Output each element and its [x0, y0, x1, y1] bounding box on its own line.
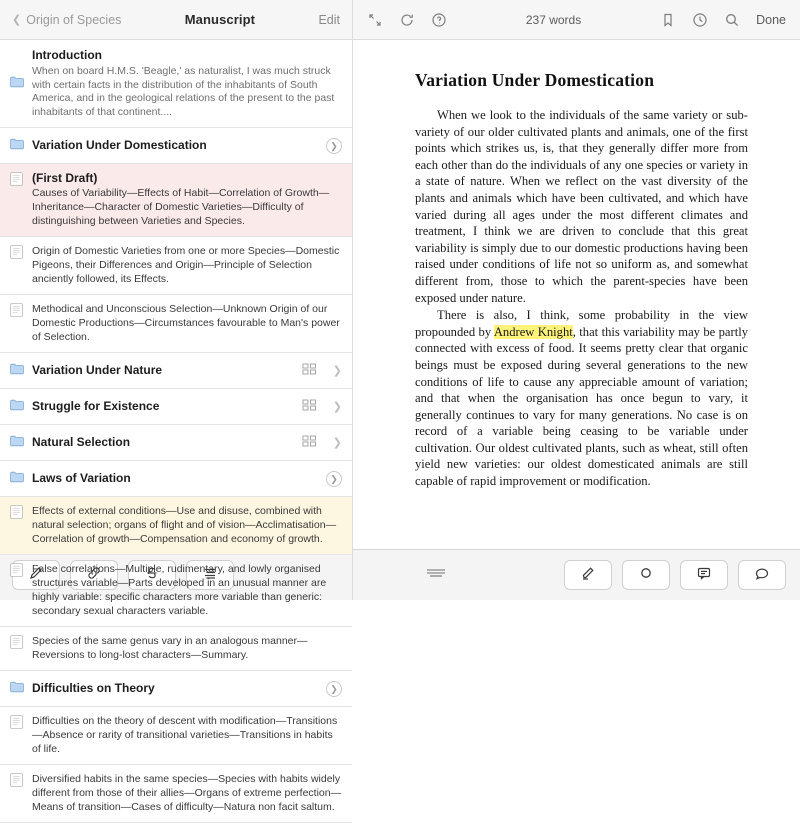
folder-icon: [10, 398, 24, 416]
done-button[interactable]: Done: [756, 12, 786, 27]
sidebar-folder-struggle-for-existence[interactable]: [0, 389, 352, 425]
document-icon: [10, 715, 24, 734]
refresh-icon[interactable]: [399, 12, 415, 28]
row-text: [32, 171, 342, 228]
sidebar-folder-variation-under-domestication[interactable]: [0, 128, 352, 164]
row-title: Struggle for Existence: [32, 399, 160, 413]
arrow-diagonal-icon[interactable]: [367, 12, 383, 28]
speech-bubble-icon: [754, 565, 770, 586]
row-text: [32, 244, 342, 286]
row-text: [32, 471, 314, 486]
highlighter-button[interactable]: [564, 560, 612, 590]
folder-icon: [10, 75, 24, 93]
row-title: Difficulties on Theory: [32, 681, 155, 695]
row-text: [32, 399, 294, 414]
editor-paragraph-1: When we look to the individuals of the same variety or sub-variety of our older cultivated plants and animals, one of the first points which strikes us, is, that they generally differ more from each other than do the individuals of any one species or variety in a state of nature. When we reflect on the vast diversity of the plants and animals which have been cultivated, and which have varied during all ages under the most different climates and treatment, I think we are driven to conclude that this great variability is simply due to our domestic productions having been raised under conditions of life not so uniform as, and somewhat different from, those to which the parent-species have been exposed under nature.: [415, 108, 748, 305]
row-title: Variation Under Nature: [32, 363, 163, 377]
document-editor[interactable]: [353, 40, 800, 549]
document-icon: [10, 563, 24, 582]
comment-icon: [696, 565, 712, 586]
chevron-right-icon[interactable]: ❯: [332, 437, 342, 449]
row-text: [32, 138, 314, 153]
row-text: [32, 772, 342, 814]
folder-icon: [10, 470, 24, 488]
row-text: [32, 681, 314, 696]
bookmark-icon[interactable]: [660, 12, 676, 28]
page-title: Manuscript: [184, 12, 256, 27]
row-synopsis: Diversified habits in the same species—Species with habits widely different from those of their allies—Organs of extreme perfection—Means of transition—Cases of difficulty—Natura non facit saltum.: [32, 773, 342, 813]
row-text: [32, 504, 342, 546]
folder-icon: [10, 137, 24, 155]
sidebar-doc-species-of-same-genus[interactable]: [0, 627, 352, 671]
row-text: [32, 363, 294, 378]
binder-toolbar: [0, 0, 353, 40]
circle-icon: [638, 565, 654, 586]
editor-paragraph-2: [415, 307, 748, 490]
binder-sidebar[interactable]: [0, 40, 353, 813]
row-synopsis: Methodical and Unconscious Selection—Unknown Origin of our Domestic Productions—Circumstances favourable to Man's power of Selection.: [32, 303, 340, 343]
row-text: [32, 302, 342, 344]
sidebar-folder-natural-selection[interactable]: [0, 425, 352, 461]
main-area: [0, 40, 800, 813]
word-count-label: 237 words: [525, 12, 582, 27]
corkboard-icon[interactable]: [302, 434, 318, 452]
sidebar-doc-effects-of-external-conditions[interactable]: [0, 497, 352, 555]
row-synopsis: When on board H.M.S. 'Beagle,' as naturalist, I was much struck with certain facts in the distribution of the inhabitants of South America, and in the geological relations of the present to the past inhabitants of that continent....: [32, 65, 335, 118]
row-text: [32, 435, 294, 450]
folder-icon: [10, 680, 24, 698]
paragraph-2-post: , that this variability may be partly connected with excess of food. It seems pretty clear that organic beings must be exposed during several generations to the new conditions of life to cause any appreciable amount of variation; and that when the organisation has once begun to vary, it generally continues to vary for many generations. No case is on record of a variable being ceasing to be variable under cultivation. Our oldest cultivated plants, such as wheat, still often yield new varieties: our oldest domesticated animals are still capable of rapid improvement or modification.: [415, 324, 748, 489]
editor-tool-buttons: [564, 560, 786, 590]
document-icon: [10, 635, 24, 654]
sidebar-folder-variation-under-nature[interactable]: [0, 353, 352, 389]
search-icon[interactable]: [724, 12, 740, 28]
chevron-right-icon[interactable]: ❯: [326, 138, 342, 154]
chevron-right-icon[interactable]: ❯: [332, 365, 342, 377]
clock-icon[interactable]: [692, 12, 708, 28]
folder-icon: [10, 434, 24, 452]
sidebar-doc-methodical-unconscious-selection[interactable]: [0, 295, 352, 353]
comment-button[interactable]: [680, 560, 728, 590]
sidebar-folder-laws-of-variation[interactable]: [0, 461, 352, 497]
editor-bottom-toolbar: [353, 549, 800, 600]
row-text: [32, 48, 342, 119]
record-button[interactable]: [622, 560, 670, 590]
document-icon: [10, 172, 24, 191]
document-icon: [10, 773, 24, 792]
breadcrumb[interactable]: [12, 13, 121, 27]
row-synopsis: False correlations—Multiple, rudimentary, and lowly organised structures variable—Parts developed in an unusual manner are highly variable: specific characters more variable than generic: secondary sexual characters variable.: [32, 563, 327, 617]
document-icon: [10, 303, 24, 322]
folder-icon: [10, 362, 24, 380]
row-title: (First Draft): [32, 171, 98, 185]
row-title: Laws of Variation: [32, 471, 131, 485]
sidebar-doc-first-draft[interactable]: [0, 164, 352, 237]
sidebar-folder-difficulties-on-theory[interactable]: [0, 671, 352, 707]
document-icon: [10, 245, 24, 264]
row-synopsis: Causes of Variability—Effects of Habit—Correlation of Growth—Inheritance—Character of Domestic Varieties—Difficulty of distinguishing between Varieties and Species.: [32, 187, 330, 227]
row-title: Introduction: [32, 48, 102, 62]
row-synopsis: Effects of external conditions—Use and disuse, combined with natural selection; organs of flight and of vision—Acclimatisation—Correlation of growth—Compensation and economy of growth.: [32, 505, 337, 545]
row-synopsis: Difficulties on the theory of descent with modification—Transitions—Absence or rarity of transitional varieties—Transitions in habits of life.: [32, 715, 338, 755]
row-text: [32, 562, 342, 618]
editor-toolbar: [353, 0, 800, 40]
highlighter-icon: [580, 565, 596, 586]
top-toolbar: [0, 0, 800, 40]
corkboard-icon[interactable]: [302, 362, 318, 380]
chevron-left-icon: ❮: [12, 14, 22, 26]
chevron-right-icon[interactable]: ❯: [326, 681, 342, 697]
row-synopsis: Origin of Domestic Varieties from one or more Species—Domestic Pigeons, their Differences and Origin—Principle of Selection anciently followed, its Effects.: [32, 245, 340, 285]
question-circle-icon[interactable]: [431, 12, 447, 28]
sidebar-doc-difficulties-on-theory-descent[interactable]: [0, 707, 352, 765]
row-title: Natural Selection: [32, 435, 131, 449]
row-synopsis: Species of the same genus vary in an analogous manner—Reversions to long-lost characters—Summary.: [32, 635, 308, 661]
keyboard-icon[interactable]: [425, 565, 447, 586]
sidebar-doc-diversified-habits[interactable]: [0, 765, 352, 823]
highlighted-text: Andrew Knight: [493, 324, 573, 339]
row-title: Variation Under Domestication: [32, 138, 207, 152]
document-icon: [10, 505, 24, 524]
chevron-right-icon[interactable]: ❯: [332, 401, 342, 413]
corkboard-icon[interactable]: [302, 398, 318, 416]
row-text: [32, 634, 342, 662]
sidebar-doc-origin-of-domestic-varieties[interactable]: [0, 237, 352, 295]
breadcrumb-label: Origin of Species: [26, 12, 122, 27]
sidebar-folder-introduction[interactable]: [0, 40, 352, 128]
notes-button[interactable]: [738, 560, 786, 590]
document-heading: Variation Under Domestication: [415, 70, 655, 90]
chevron-right-icon[interactable]: ❯: [326, 471, 342, 487]
row-text: [32, 714, 342, 756]
edit-button[interactable]: Edit: [318, 12, 340, 27]
paragraph-2-pre: There is also, I think, some probability in the view propounded by: [415, 308, 748, 339]
sidebar-doc-false-correlations[interactable]: [0, 555, 352, 627]
